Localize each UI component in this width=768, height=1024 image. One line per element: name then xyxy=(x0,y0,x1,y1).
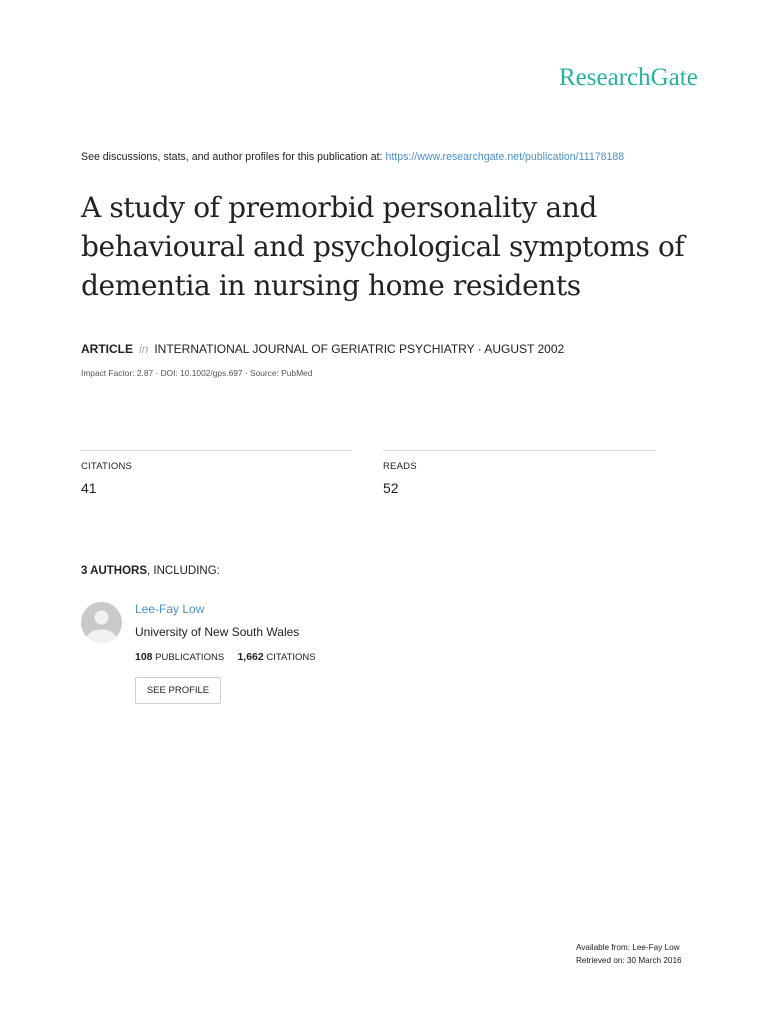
publication-type: ARTICLE xyxy=(81,342,133,356)
author-citations-label: CITATIONS xyxy=(266,652,316,663)
author-publications-label: PUBLICATIONS xyxy=(155,652,225,663)
authors-including: , INCLUDING: xyxy=(147,565,220,577)
publication-title: A study of premorbid personality and behavioural and psychological symptoms of dementia in nursing home residents xyxy=(81,191,685,302)
intro-text: See discussions, stats, and author profiles for this publication at: xyxy=(81,151,386,163)
reads-label: READS xyxy=(383,461,417,472)
citations-value: 41 xyxy=(81,480,97,496)
retrieval-footer xyxy=(576,941,682,967)
citations-label: CITATIONS xyxy=(81,461,133,472)
see-profile-button[interactable]: SEE PROFILE xyxy=(135,677,221,704)
publication-meta: Impact Factor: 2.87 · DOI: 10.1002/gps.697 · Source: PubMed xyxy=(81,368,313,378)
reads-value: 52 xyxy=(383,480,399,496)
reads-divider xyxy=(383,450,656,451)
author-name-link[interactable]: Lee-Fay Low xyxy=(135,602,205,616)
available-from: Available from: Lee-Fay Low xyxy=(576,943,680,952)
in-word: in xyxy=(139,342,149,356)
default-avatar-icon xyxy=(81,602,122,643)
authors-heading xyxy=(81,565,220,577)
journal-name: INTERNATIONAL JOURNAL OF GERIATRIC PSYCHIATRY · AUGUST 2002 xyxy=(154,342,565,356)
authors-count: 3 AUTHORS xyxy=(81,565,148,577)
publication-link[interactable]: https://www.researchgate.net/publication/11178188 xyxy=(385,151,625,163)
publication-source-line xyxy=(81,342,564,356)
intro-line xyxy=(81,151,624,163)
citations-divider xyxy=(81,450,352,451)
retrieved-on: Retrieved on: 30 March 2016 xyxy=(576,956,682,965)
author-avatar[interactable] xyxy=(81,602,122,643)
researchgate-logo[interactable]: ResearchGate xyxy=(559,64,698,91)
author-citations-count: 1,662 xyxy=(237,651,264,663)
author-institution: University of New South Wales xyxy=(135,625,300,639)
author-publications-count: 108 xyxy=(135,651,153,663)
author-stats xyxy=(135,651,316,663)
